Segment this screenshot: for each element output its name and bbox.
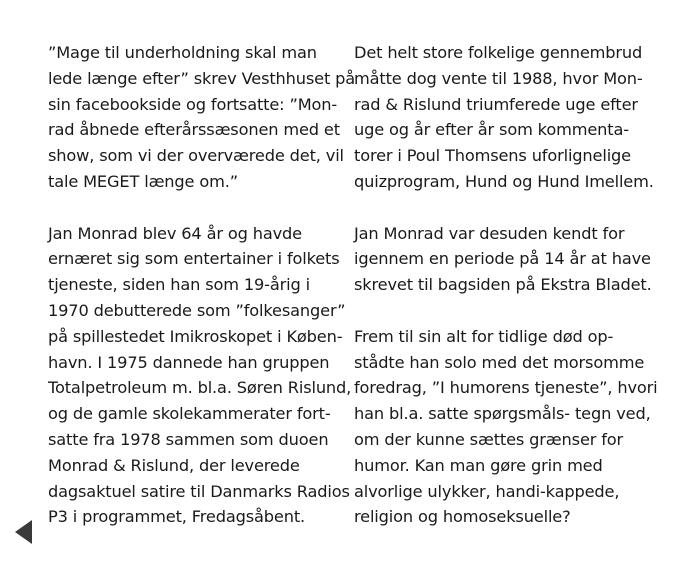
paragraph: [48, 40, 356, 195]
right-column: [354, 40, 674, 530]
text-line: humor. Kan man gøre grin med: [354, 455, 603, 475]
paragraph: [48, 221, 352, 531]
text-line: alvorlige ulykker, handi-kappede,: [354, 481, 620, 501]
previous-page-icon[interactable]: [15, 520, 32, 544]
text-line: han bl.a. satte spørgsmåls- tegn ved,: [354, 404, 651, 424]
text-line: og de gamle skolekammerater fort-: [48, 404, 331, 424]
text-line: foredrag, ”I humorens tjeneste”, hvori: [354, 378, 658, 398]
text-line: sin facebookside og fortsatte: ”Mon-: [48, 94, 338, 114]
text-line: igennem en periode på 14 år at have: [354, 249, 651, 269]
paragraph: [354, 40, 674, 195]
paragraph-gap: [354, 195, 674, 221]
paragraph: [354, 221, 674, 298]
text-line: 1970 debutterede som ”folkesanger”: [48, 300, 346, 320]
text-line: ”Mage til underholdning skal man: [48, 43, 317, 62]
left-column: [48, 40, 356, 530]
text-line: havn. I 1975 dannede han gruppen: [48, 352, 330, 372]
text-line: skrevet til bagsiden på Ekstra Bladet.: [354, 275, 652, 295]
text-line: Totalpetroleum m. bl.a. Søren Rislund,: [48, 378, 352, 398]
text-line: på spillestedet Imikroskopet i Køben-: [48, 326, 343, 346]
text-line: Jan Monrad var desuden kendt for: [354, 223, 625, 243]
text-line: show, som vi der overværede det, vil: [48, 146, 344, 166]
text-line: Det helt store folkelige gennembrud: [354, 43, 643, 62]
text-line: quizprogram, Hund og Hund Imellem.: [354, 171, 654, 191]
text-line: Frem til sin alt for tidlige død op-: [354, 326, 614, 346]
text-line: ernæret sig som entertainer i folkets: [48, 249, 340, 269]
text-line: dagsaktuel satire til Danmarks Radios: [48, 481, 350, 501]
text-line: torer i Poul Thomsens uforlignelige: [354, 146, 631, 166]
text-line: stådte han solo med det morsomme: [354, 352, 645, 372]
paragraph-gap: [48, 195, 348, 221]
text-line: P3 i programmet, Fredagsåbent.: [48, 507, 306, 527]
paragraph-gap: [354, 298, 674, 324]
text-line: om der kunne sættes grænser for: [354, 429, 624, 449]
text-line: satte fra 1978 sammen som duoen: [48, 429, 329, 449]
paragraph: [354, 324, 674, 530]
text-line: rad & Rislund triumferede uge efter: [354, 94, 638, 114]
text-line: religion og homoseksuelle?: [354, 507, 571, 527]
text-line: lede længe efter” skrev Vesthhuset på: [48, 68, 356, 88]
text-line: Jan Monrad blev 64 år og havde: [48, 223, 302, 243]
text-line: måtte dog vente til 1988, hvor Mon-: [354, 68, 643, 88]
text-line: tale MEGET længe om.”: [48, 171, 238, 191]
text-line: rad åbnede efterårssæsonen med et: [48, 120, 340, 140]
text-line: uge og år efter år som kommenta-: [354, 120, 629, 140]
text-line: Monrad & Rislund, der leverede: [48, 455, 300, 475]
text-line: tjeneste, siden han som 19-årig i: [48, 275, 310, 295]
